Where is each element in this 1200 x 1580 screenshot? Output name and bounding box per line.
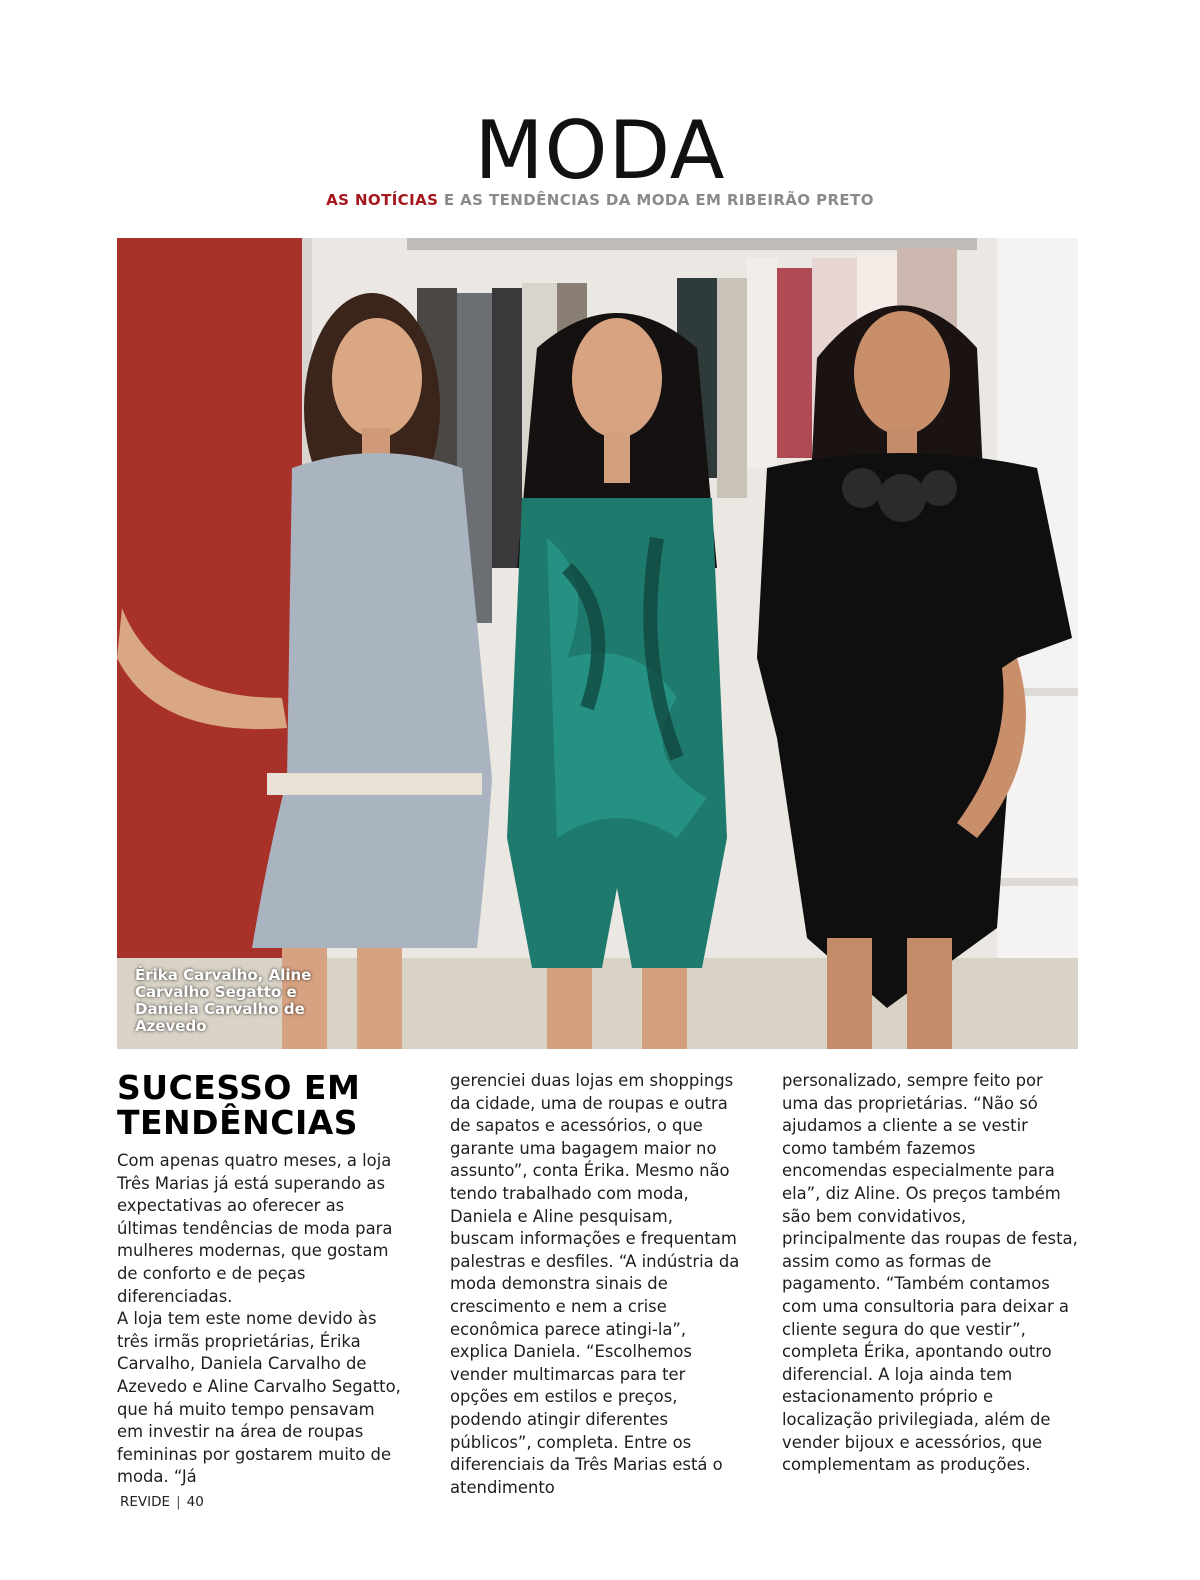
magazine-name: REVIDE xyxy=(120,1494,171,1510)
article-paragraph: Com apenas quatro meses, a loja Três Marias já está superando as expectativas ao oferecer as últimas tendências de moda para mulheres modernas, que gostam de conforto e de peças diferenciadas. xyxy=(117,1151,393,1306)
photo-illustration xyxy=(117,238,1078,1049)
photo-caption: Érika Carvalho, Aline Carvalho Segatto e Daniela Carvalho de Azevedo xyxy=(135,966,312,1035)
section-title: MODA xyxy=(474,104,726,197)
article-column-3 xyxy=(782,1070,1078,1477)
article-column-2 xyxy=(450,1070,742,1499)
article-column-1 xyxy=(117,1070,405,1489)
footer-divider: | xyxy=(176,1494,181,1510)
feature-photo xyxy=(117,238,1078,1049)
subtitle-rest: E AS TENDÊNCIAS DA MODA EM RIBEIRÃO PRETO xyxy=(438,191,874,209)
section-subtitle xyxy=(0,191,1200,209)
page-number: 40 xyxy=(186,1494,204,1510)
article-headline: SUCESSO EM TENDÊNCIAS xyxy=(117,1068,361,1142)
article-paragraph: A loja tem este nome devido às três irmãs proprietárias, Érika Carvalho, Daniela Carvalho de Azevedo e Aline Carvalho Segatto, que há muito tempo pensavam em investir na área de roupas femininas por gostarem muito de moda. “Já xyxy=(117,1309,401,1487)
article-paragraph: personalizado, sempre feito por uma das proprietárias. “Não só ajudamos a cliente a se vestir como também fazemos encomendas especialmente para ela”, diz Aline. Os preços também são bem convidativos, principalmente das roupas de festa, assim como as formas de pagamento. “Também contamos com uma consultoria para deixar a cliente segura do que vestir”, completa Érika, apontando outro diferencial. A loja ainda tem estacionamento próprio e localização privilegiada, além de vender bijoux e acessórios, que complementam as produções. xyxy=(782,1071,1078,1475)
page-footer xyxy=(120,1494,204,1510)
article-paragraph: gerenciei duas lojas em shoppings da cidade, uma de roupas e outra de sapatos e acessórios, o que garante uma bagagem maior no assunto”, conta Érika. Mesmo não tendo trabalhado com moda, Daniela e Aline pesquisam, buscam informações e frequentam palestras e desfiles. “A indústria da moda demonstra sinais de crescimento e nem a crise econômica parece atingi-la”, explica Daniela. “Escolhemos vender multimarcas para ter opções em estilos e preços, podendo atingir diferentes públicos”, completa. Entre os diferenciais da Três Marias está o atendimento xyxy=(450,1071,740,1497)
subtitle-accent: AS NOTÍCIAS xyxy=(326,191,439,209)
